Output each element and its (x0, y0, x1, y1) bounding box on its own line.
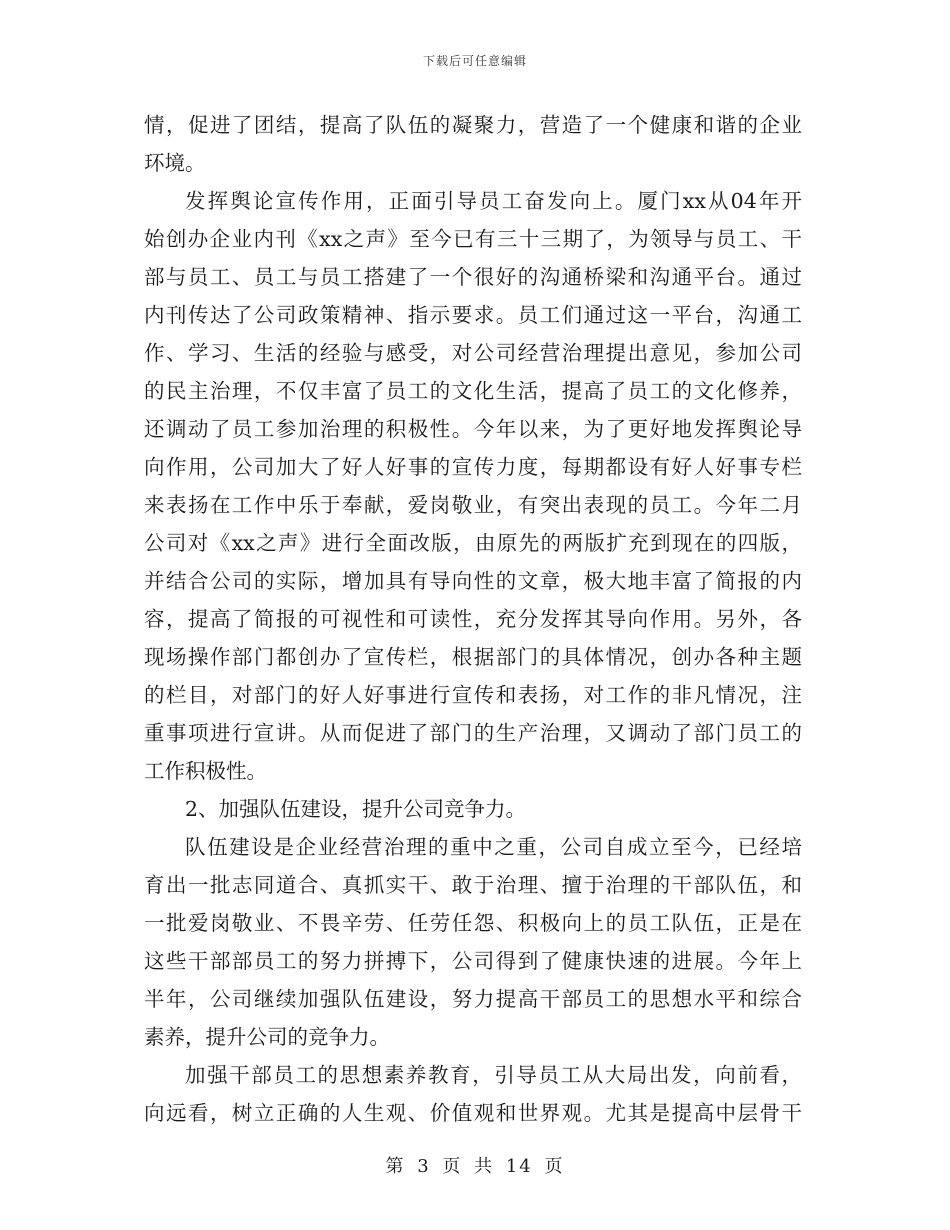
text-line: 这些干部部员工的努力拼搏下，公司得到了健康快速的进展。今年上 (144, 949, 802, 973)
text-line: 始创办企业内刊《xx之声》至今已有三十三期了，为领导与员工、干 (144, 227, 802, 251)
text-line: 现场操作部门都创办了宣传栏，根据部门的具体情况，创办各种主题 (144, 645, 802, 669)
text-line: 作、学习、生活的经验与感受，对公司经营治理提出意见，参加公司 (144, 341, 802, 365)
text-line: 来表扬在工作中乐于奉献，爱岗敬业，有突出表现的员工。今年二月 (144, 493, 802, 517)
header-note: 下载后可任意编辑 (422, 54, 527, 68)
text-line: 内刊传达了公司政策精神、指示要求。员工们通过这一平台，沟通工 (144, 303, 802, 327)
text-line: 容，提高了简报的可视性和可读性，充分发挥其导向作用。另外，各 (144, 607, 802, 631)
text-line: 并结合公司的实际，增加具有导向性的文章，极大地丰富了简报的内 (144, 569, 802, 593)
text-line: 重事项进行宣讲。从而促进了部门的生产治理，又调动了部门员工的 (144, 721, 802, 745)
text-line: 向远看，树立正确的人生观、价值观和世界观。尤其是提高中层骨干 (144, 1101, 802, 1125)
text-line: 工作积极性。 (144, 759, 267, 783)
text-line: 公司对《xx之声》进行全面改版，由原先的两版扩充到现在的四版， (144, 531, 802, 555)
text-line: 队伍建设是企业经营治理的重中之重，公司自成立至今，已经培 (185, 835, 802, 859)
text-line: 环境。 (144, 151, 206, 175)
body-text (144, 106, 802, 1132)
text-line: 的栏目，对部门的好人好事进行宣传和表扬，对工作的非凡情况，注 (144, 683, 802, 707)
text-line: 一批爱岗敬业、不畏辛劳、任劳任怨、积极向上的员工队伍，正是在 (144, 911, 802, 935)
text-line: 部与员工、员工与员工搭建了一个很好的沟通桥梁和沟通平台。通过 (144, 265, 802, 289)
text-line: 2、加强队伍建设，提升公司竞争力。 (185, 797, 527, 821)
text-line: 育出一批志同道合、真抓实干、敢于治理、擅于治理的干部队伍，和 (144, 873, 802, 897)
text-line: 情，促进了团结，提高了队伍的凝聚力，营造了一个健康和谐的企业 (144, 113, 802, 137)
text-line: 的民主治理，不仅丰富了员工的文化生活，提高了员工的文化修养， (144, 379, 802, 403)
text-line: 还调动了员工参加治理的积极性。今年以来，为了更好地发挥舆论导 (144, 417, 802, 441)
text-line: 向作用，公司加大了好人好事的宣传力度，每期都设有好人好事专栏 (144, 455, 802, 479)
page-number-footer: 第 3 页 共 14 页 (385, 1156, 565, 1177)
text-line: 加强干部员工的思想素养教育，引导员工从大局出发，向前看， (185, 1063, 802, 1087)
text-line: 素养，提升公司的竞争力。 (144, 1025, 390, 1049)
text-line: 发挥舆论宣传作用，正面引导员工奋发向上。厦门xx从04年开 (185, 189, 802, 213)
text-line: 半年，公司继续加强队伍建设，努力提高干部员工的思想水平和综合 (144, 987, 802, 1011)
